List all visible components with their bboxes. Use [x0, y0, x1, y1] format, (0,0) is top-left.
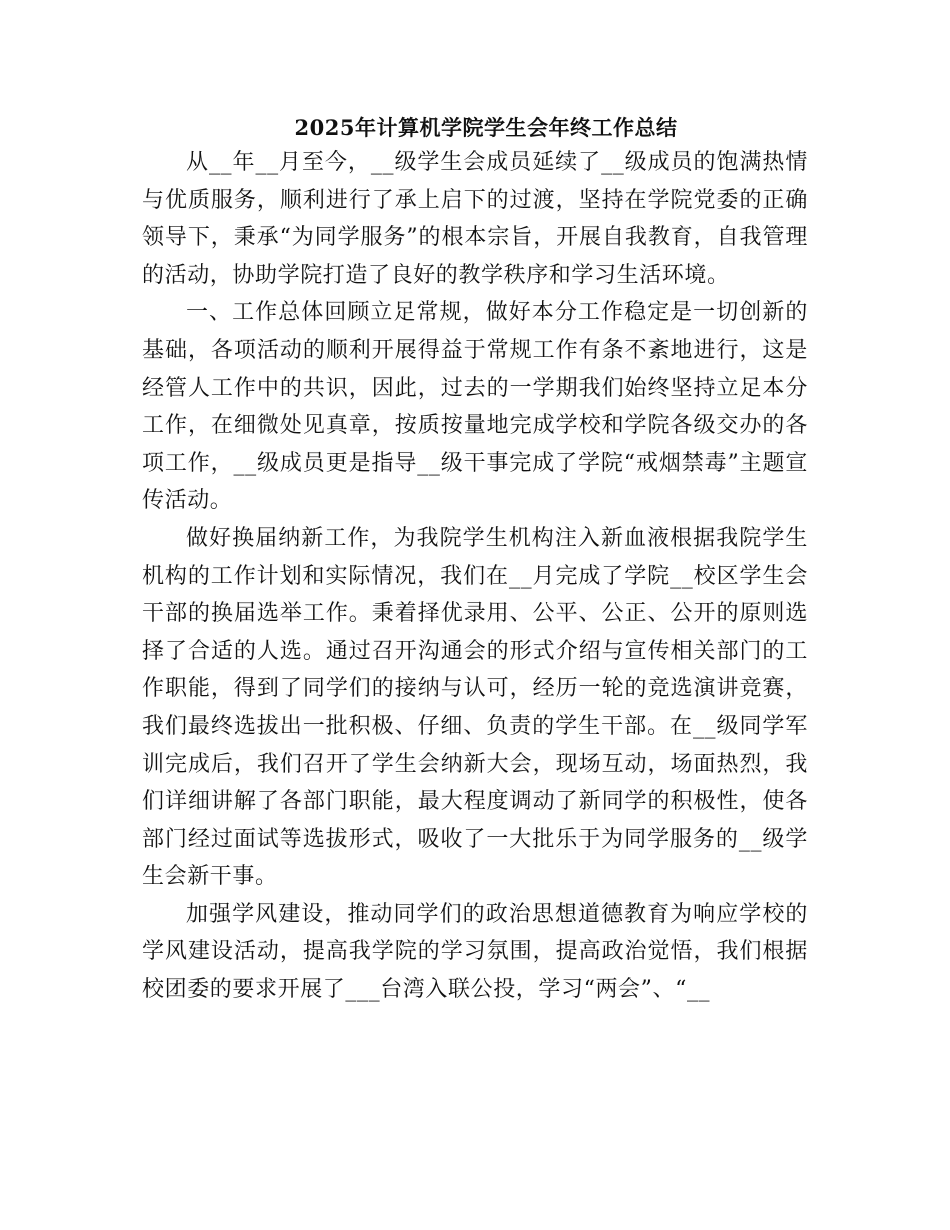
paragraph-recruitment: 做好换届纳新工作，为我院学生机构注入新血液根据我院学生机构的工作计划和实际情况，我们在__月完成了学院__校区学生会干部的换届选举工作。秉着择优录用、公平、公正、公开的原则选择了合适的人选。通过召开沟通会的形式介绍与宣传相关部门的工作职能，得到了同学们的接纳与认可，经历一轮的竞选演讲竞赛，我们最终选拔出一批积极、仔细、负责的学生干部。在__级同学军训完成后，我们召开了学生会纳新大会，现场互动，场面热烈，我们详细讲解了各部门职能，最大程度调动了新同学的积极性，使各部门经过面试等选拔形式，吸收了一大批乐于为同学服务的__级学生会新干事。 — [142, 525, 808, 890]
paragraph-study-style: 加强学风建设，推动同学们的政治思想道德教育为响应学校的学风建设活动，提高我学院的学习氛围，提高政治觉悟，我们根据校团委的要求开展了___台湾入联公投，学习“两会”、“__ — [142, 901, 808, 1003]
paragraph-work-review: 一、工作总体回顾立足常规，做好本分工作稳定是一切创新的基础，各项活动的顺利开展得益于常规工作有条不紊地进行，这是经管人工作中的共识，因此，过去的一学期我们始终坚持立足本分工作，在细微处见真章，按质按量地完成学校和学院各级交办的各项工作，__级成员更是指导__级干事完成了学院“戒烟禁毒”主题宣传活动。 — [142, 300, 808, 514]
document-body — [142, 112, 808, 1009]
paragraph-intro: 从__年__月至今，__级学生会成员延续了__级成员的饱满热情与优质服务，顺利进行了承上启下的过渡，坚持在学院党委的正确领导下，秉承“为同学服务”的根本宗旨，开展自我教育，自我管理的活动，协助学院打造了良好的教学秩序和学习生活环境。 — [142, 150, 808, 288]
document-title: 2025年计算机学院学生会年终工作总结 — [294, 115, 678, 140]
